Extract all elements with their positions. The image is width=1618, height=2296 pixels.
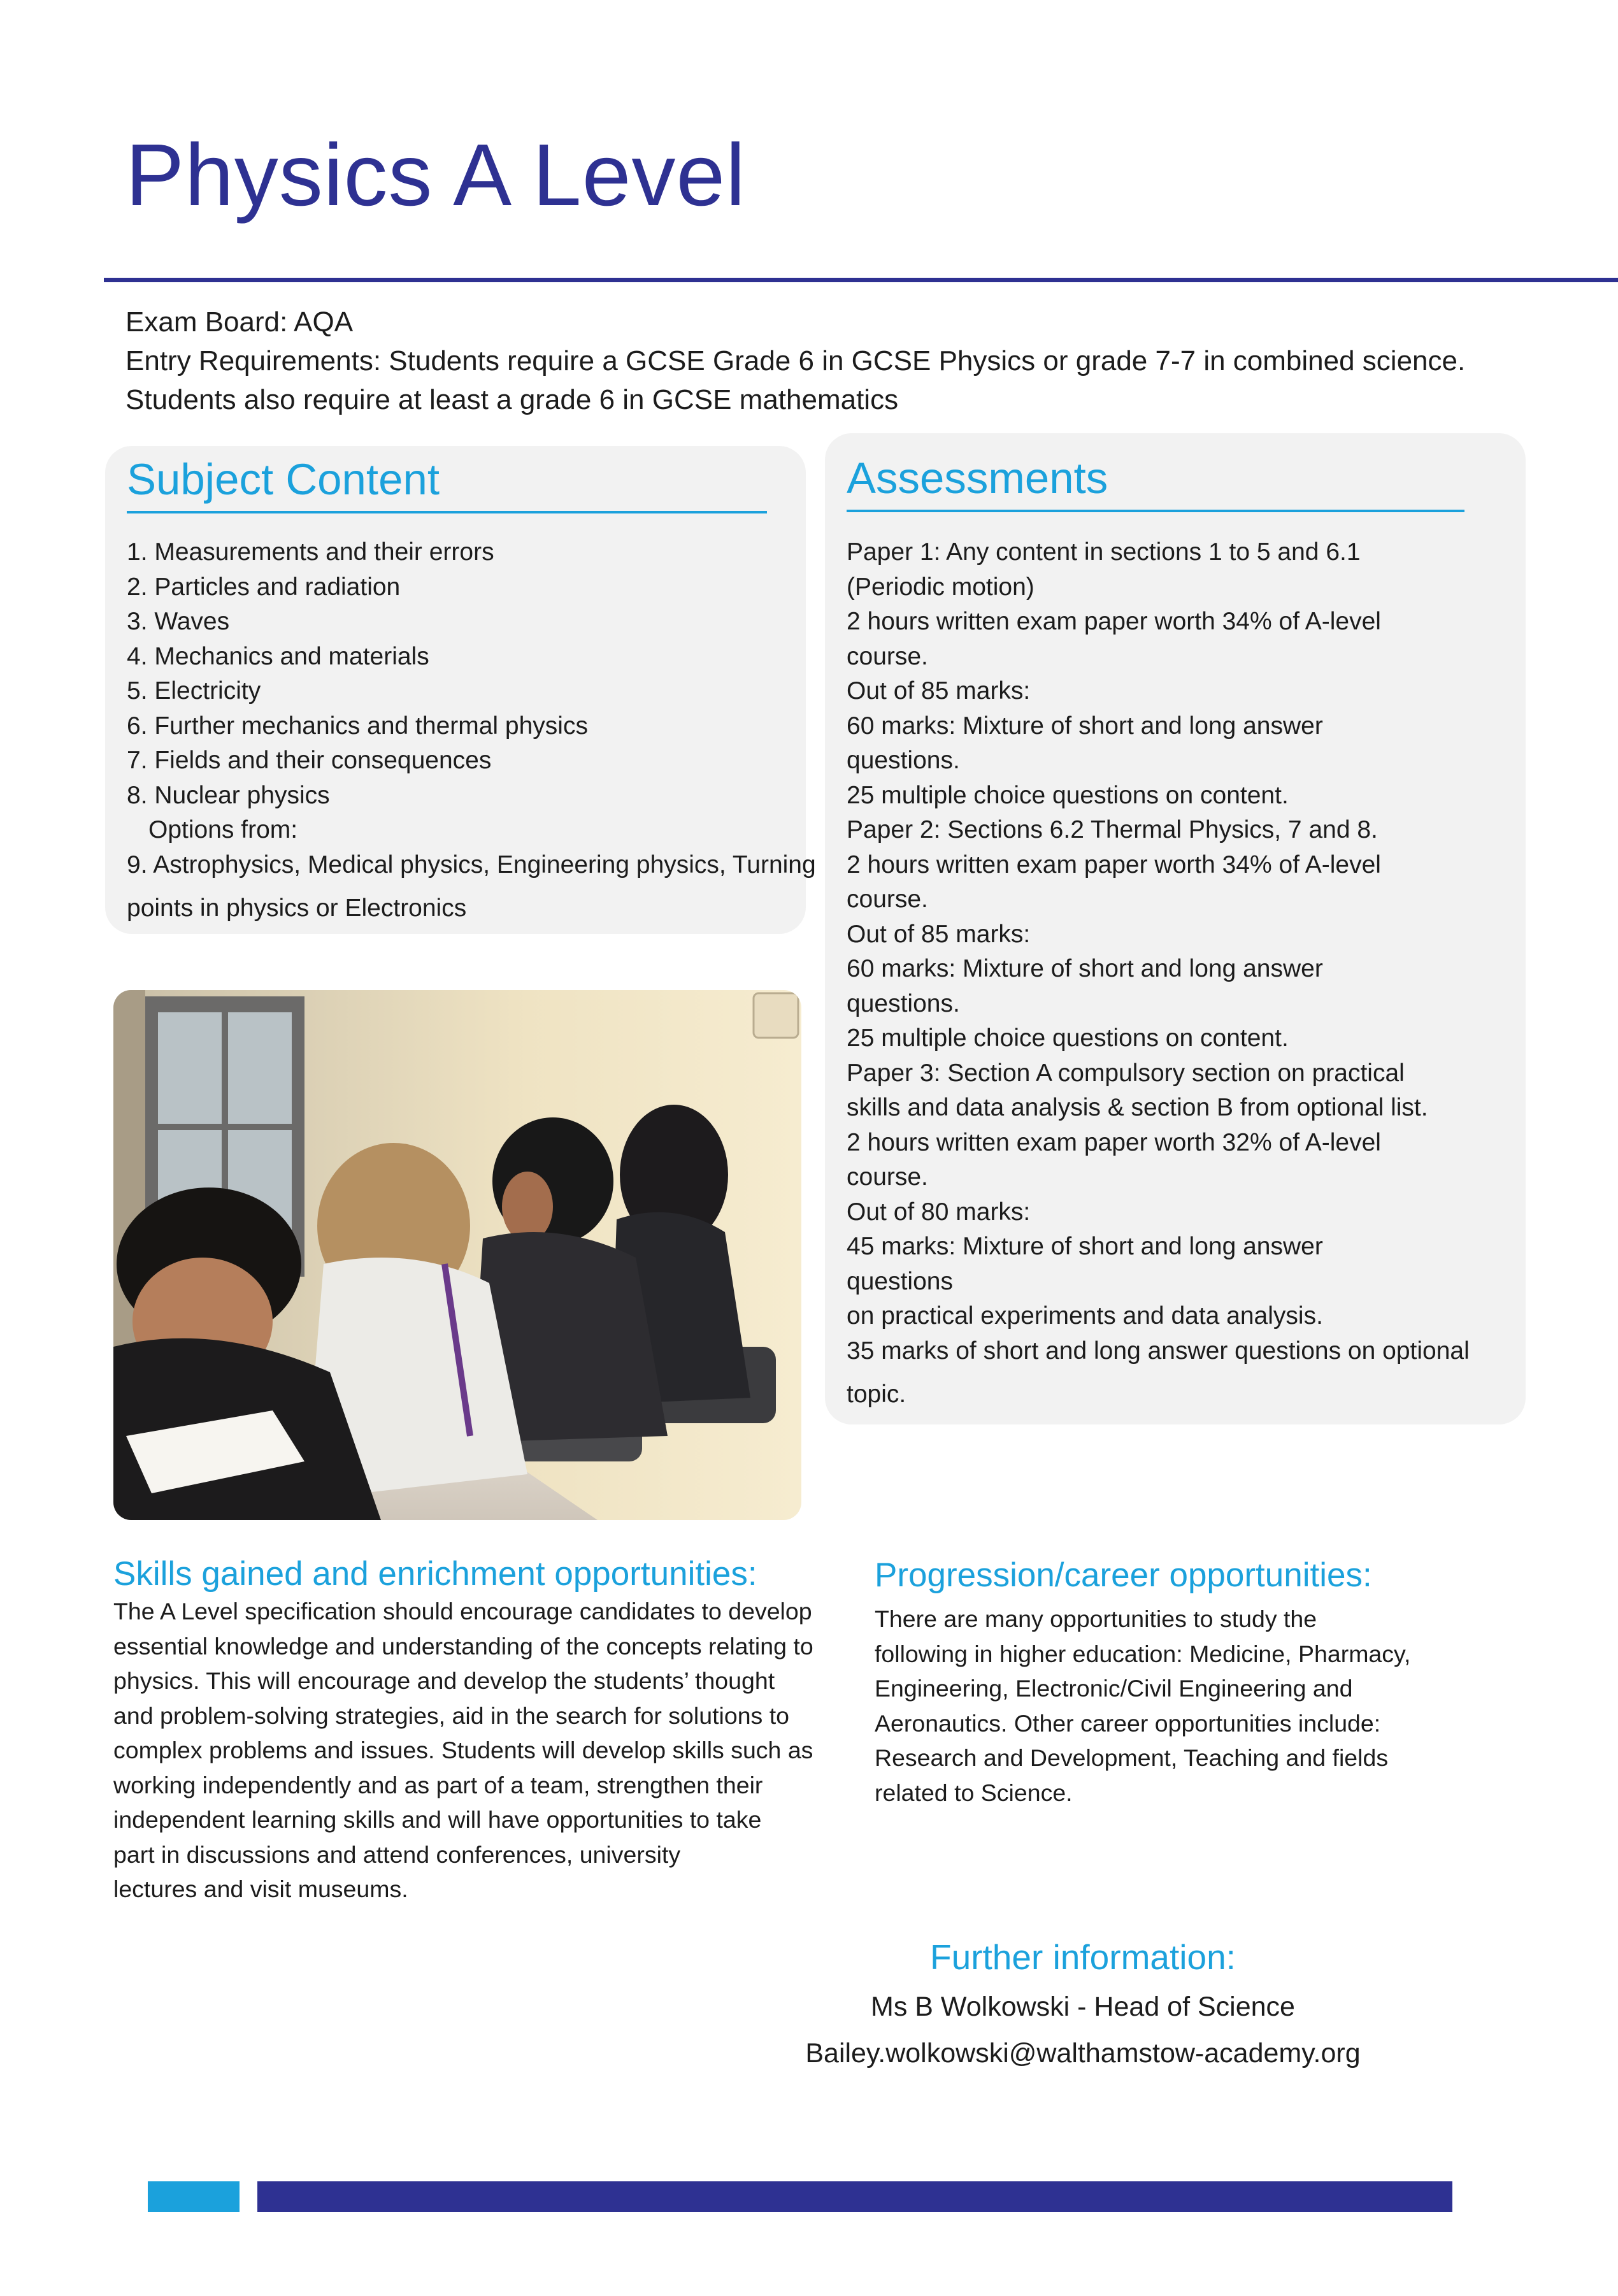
skills-line: working independently and as part of a team, strengthen their xyxy=(113,1771,763,1798)
entry-requirements-line-2: Students also require at least a grade 6 in GCSE mathematics xyxy=(125,384,899,415)
assessments-card xyxy=(825,433,1526,1424)
list-item-options-label: Options from: xyxy=(148,816,298,843)
list-item: 6. Further mechanics and thermal physics xyxy=(127,712,588,740)
assessments-heading: Assessments xyxy=(847,454,1108,503)
assessment-line: skills and data analysis & section B from optional list. xyxy=(847,1094,1428,1121)
skills-line: essential knowledge and understanding of the concepts relating to xyxy=(113,1632,813,1660)
assessment-line: 25 multiple choice questions on content. xyxy=(847,1024,1289,1052)
skills-line: and problem-solving strategies, aid in the search for solutions to xyxy=(113,1702,789,1729)
assessment-line: 2 hours written exam paper worth 32% of A-level xyxy=(847,1128,1381,1156)
intro-block xyxy=(125,303,1565,419)
assessment-line: 25 multiple choice questions on content. xyxy=(847,781,1289,809)
assessment-line: 60 marks: Mixture of short and long answer xyxy=(847,712,1323,740)
entry-requirements-line-1: Entry Requirements: Students require a GCSE Grade 6 in GCSE Physics or grade 7-7 in combined science. xyxy=(125,345,1466,377)
progression-line: Research and Development, Teaching and fields xyxy=(875,1744,1389,1771)
footer-bar xyxy=(257,2181,1452,2212)
skills-line: independent learning skills and will have opportunities to take xyxy=(113,1806,762,1833)
page-title: Physics A Level xyxy=(125,126,746,224)
progression-line: Engineering, Electronic/Civil Engineering and xyxy=(875,1675,1353,1702)
list-item: 1. Measurements and their errors xyxy=(127,538,494,566)
progression-line: following in higher education: Medicine, Pharmacy, xyxy=(875,1640,1411,1667)
classroom-photo xyxy=(113,990,801,1520)
contact-name: Ms B Wolkowski - Head of Science xyxy=(871,1991,1295,2022)
subject-content-list xyxy=(127,535,816,926)
further-information xyxy=(764,1937,1401,2077)
assessment-line: Paper 2: Sections 6.2 Thermal Physics, 7 and 8. xyxy=(847,816,1378,843)
assessments-rule xyxy=(847,510,1464,512)
skills-heading: Skills gained and enrichment opportunities: xyxy=(113,1555,757,1593)
assessment-line: course. xyxy=(847,886,928,913)
list-item: 3. Waves xyxy=(127,608,230,635)
progression-line: Aeronautics. Other career opportunities include: xyxy=(875,1709,1381,1737)
list-item: 5. Electricity xyxy=(127,677,261,705)
progression-text xyxy=(875,1602,1410,1810)
assessment-line: topic. xyxy=(847,1381,906,1408)
subject-content-rule xyxy=(127,511,767,513)
skills-line: complex problems and issues. Students will develop skills such as xyxy=(113,1737,813,1763)
skills-line: physics. This will encourage and develop the students’ thought xyxy=(113,1667,775,1694)
assessment-line: 45 marks: Mixture of short and long answer xyxy=(847,1233,1323,1260)
assessment-line: Paper 3: Section A compulsory section on practical xyxy=(847,1059,1405,1087)
progression-line: related to Science. xyxy=(875,1779,1073,1806)
assessment-line: 2 hours written exam paper worth 34% of A-level xyxy=(847,608,1381,635)
list-item: 7. Fields and their consequences xyxy=(127,747,492,774)
progression-line: There are many opportunities to study the xyxy=(875,1605,1317,1632)
subject-content-card xyxy=(105,446,816,934)
assessment-line: 35 marks of short and long answer questions on optional xyxy=(847,1337,1470,1365)
assessments-text xyxy=(847,535,1470,1412)
list-item: 2. Particles and radiation xyxy=(127,573,401,601)
assessment-line: Out of 85 marks: xyxy=(847,920,1031,948)
assessment-line: on practical experiments and data analysis. xyxy=(847,1302,1323,1330)
skills-line: The A Level specification should encourage candidates to develop xyxy=(113,1598,812,1625)
progression-heading: Progression/career opportunities: xyxy=(875,1556,1372,1594)
assessment-line: Out of 85 marks: xyxy=(847,677,1031,705)
assessment-line: course. xyxy=(847,1163,928,1191)
assessment-line: 2 hours written exam paper worth 34% of A-level xyxy=(847,850,1381,879)
assessment-line: 60 marks: Mixture of short and long answer xyxy=(847,955,1323,982)
title-divider xyxy=(104,278,1618,282)
list-item: 8. Nuclear physics xyxy=(127,781,330,809)
list-item-continuation: points in physics or Electronics xyxy=(127,894,467,922)
list-item: 4. Mechanics and materials xyxy=(127,642,429,670)
assessment-line: questions. xyxy=(847,747,960,774)
assessment-line: Paper 1: Any content in sections 1 to 5 and 6.1 xyxy=(847,538,1361,566)
footer-accent-bar xyxy=(148,2181,240,2212)
skills-text xyxy=(113,1594,813,1907)
assessment-line: course. xyxy=(847,642,928,670)
further-information-heading: Further information: xyxy=(930,1937,1236,1977)
exam-board: Exam Board: AQA xyxy=(125,306,354,338)
list-item: 9. Astrophysics, Medical physics, Engineering physics, Turning xyxy=(127,850,816,879)
assessment-line: (Periodic motion) xyxy=(847,573,1035,601)
subject-content-heading: Subject Content xyxy=(127,455,440,504)
assessment-line: Out of 80 marks: xyxy=(847,1198,1031,1226)
contact-email[interactable]: Bailey.wolkowski@walthamstow-academy.org xyxy=(805,2038,1361,2069)
skills-line: part in discussions and attend conferences, university xyxy=(113,1840,681,1868)
skills-line: lectures and visit museums. xyxy=(113,1876,408,1902)
assessment-line: questions. xyxy=(847,989,960,1017)
assessment-line: questions xyxy=(847,1267,953,1295)
